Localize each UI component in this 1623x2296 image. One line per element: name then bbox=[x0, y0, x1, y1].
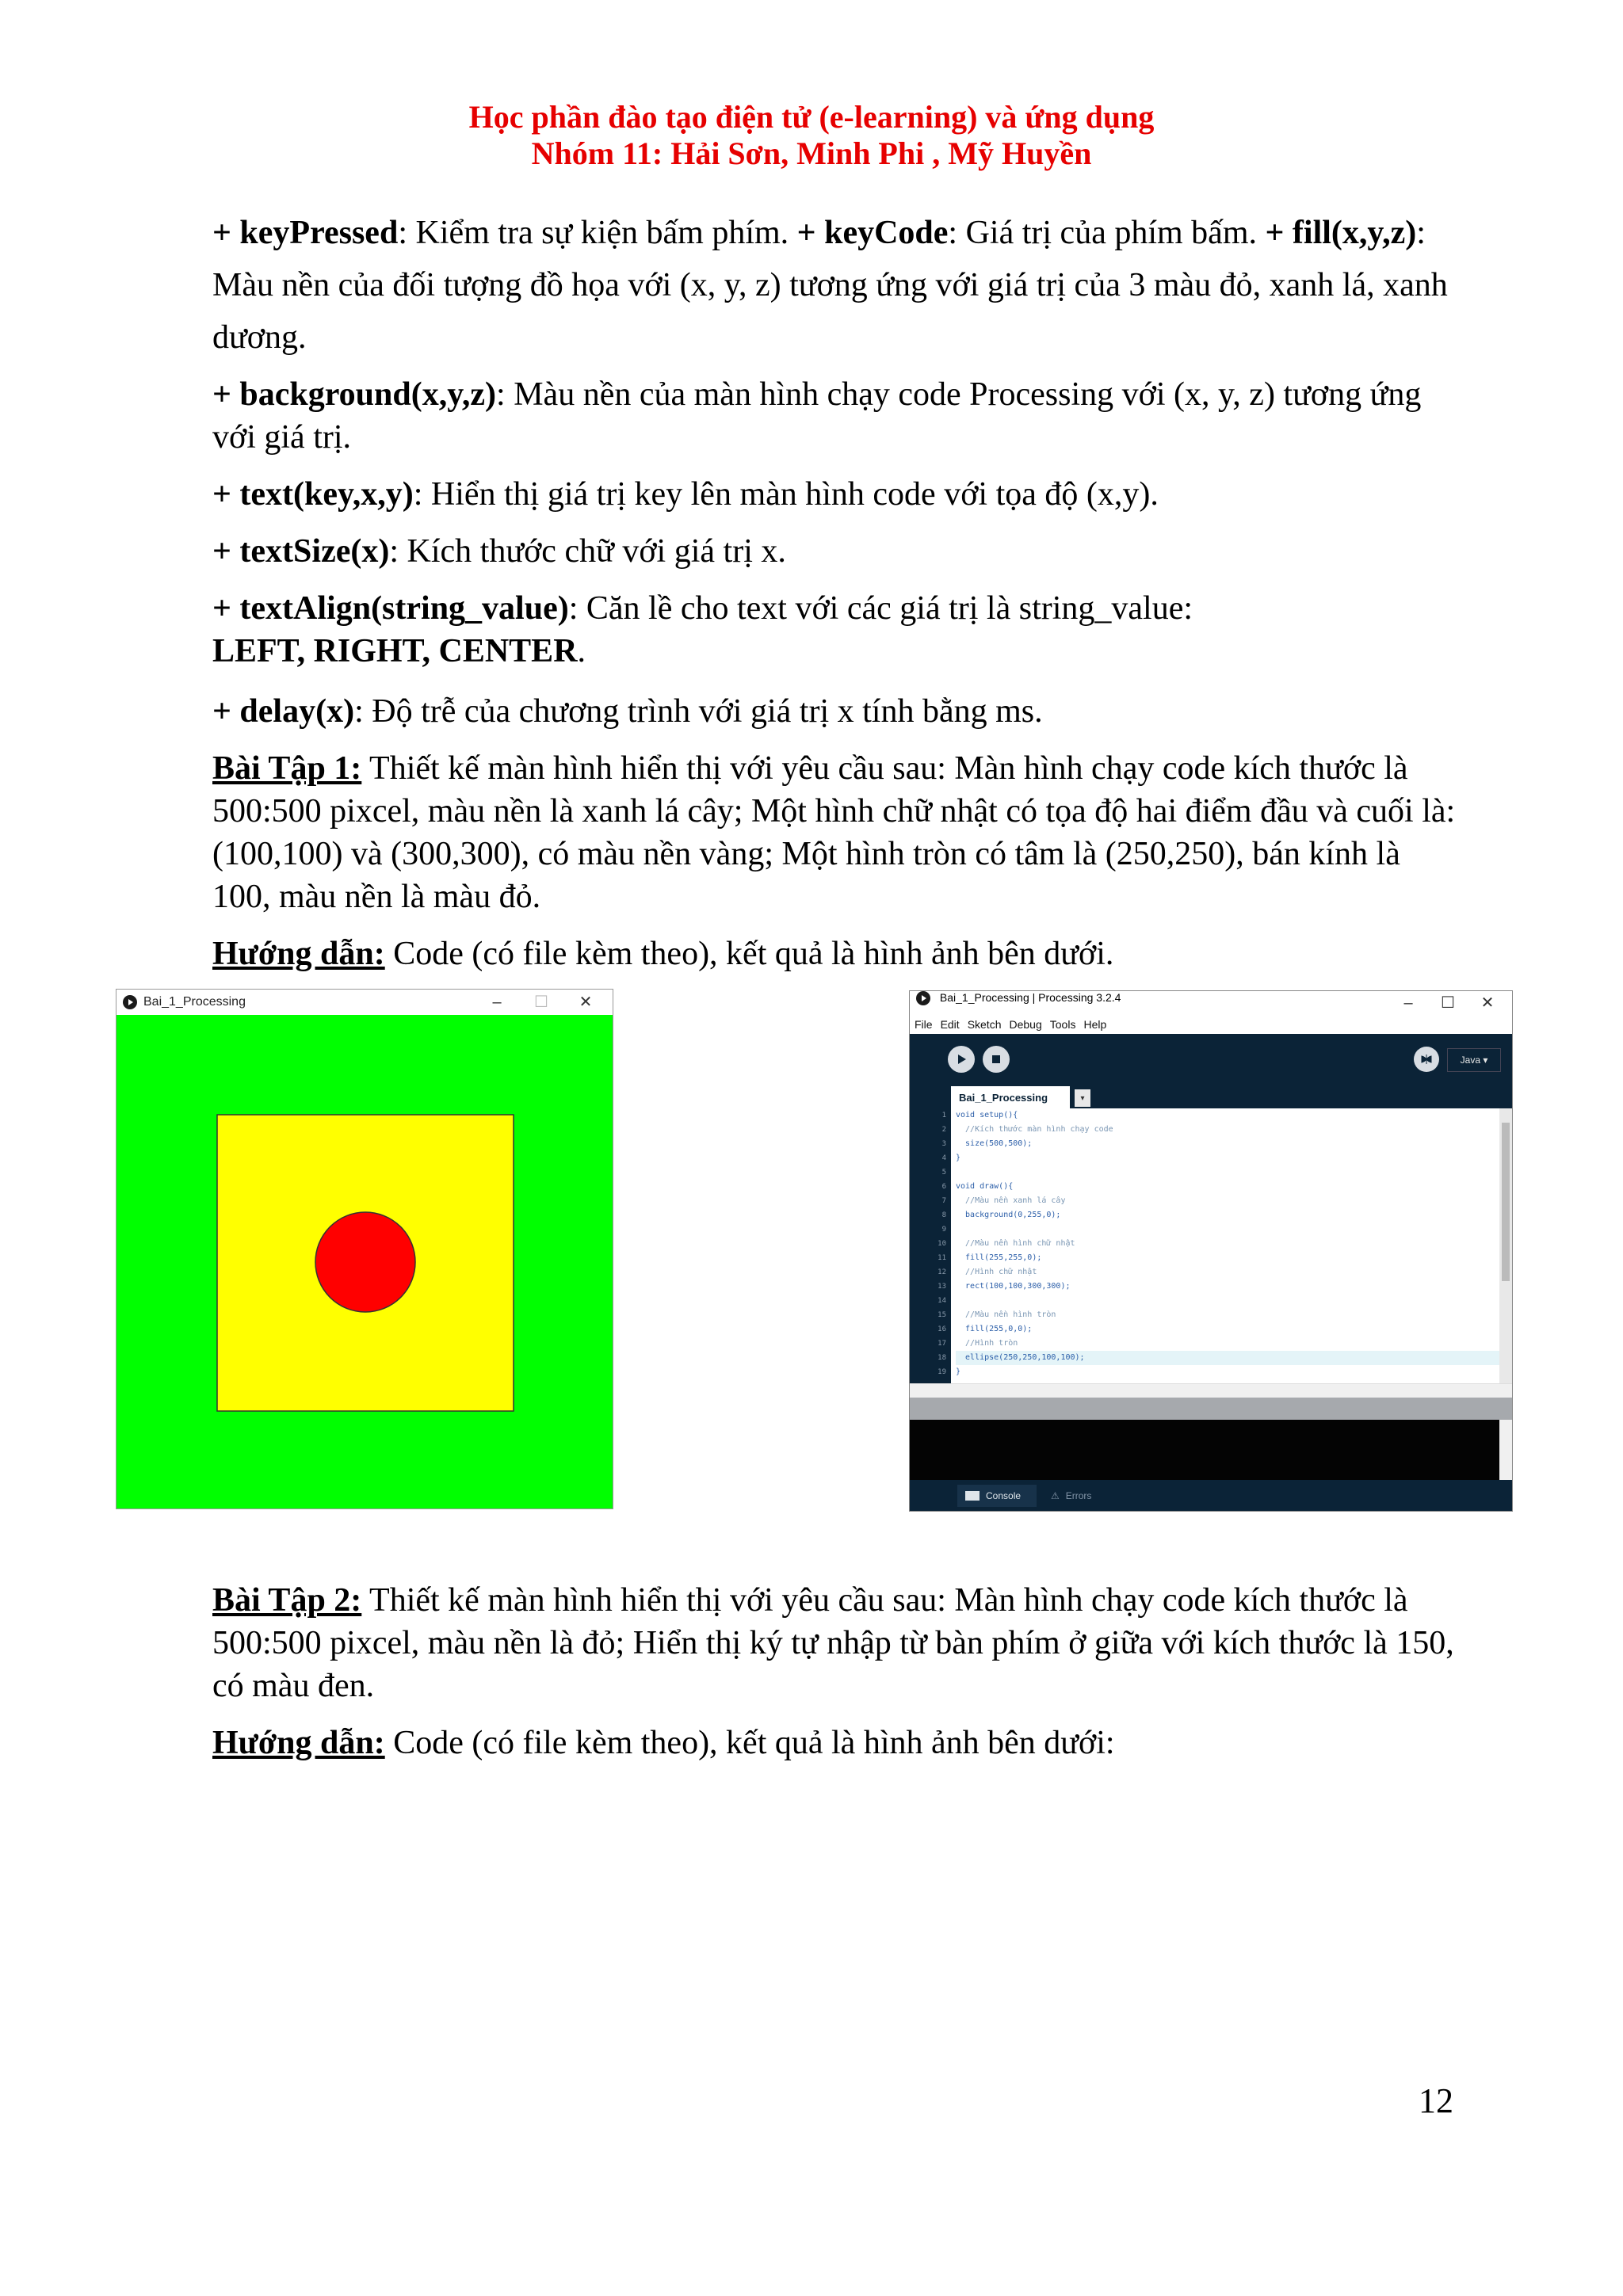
ide-menu-bar bbox=[910, 1015, 1512, 1034]
textalign-values-line bbox=[212, 629, 1544, 673]
paragraph-background bbox=[212, 372, 1544, 417]
menu-sketch[interactable]: Sketch bbox=[967, 1018, 1002, 1031]
line-number: 8 bbox=[941, 1211, 946, 1219]
console-scrollbar[interactable] bbox=[1499, 1420, 1512, 1480]
term-textsize: + textSize(x) bbox=[212, 533, 390, 570]
line-number: 17 bbox=[938, 1340, 946, 1348]
menu-edit[interactable]: Edit bbox=[940, 1018, 960, 1031]
menu-tools[interactable]: Tools bbox=[1049, 1018, 1076, 1031]
desc-keycode: : Giá trị của phím bấm. bbox=[948, 215, 1266, 251]
code-line[interactable]: background(0,255,0); bbox=[956, 1211, 1061, 1219]
ide-window-controls bbox=[1388, 991, 1507, 1015]
stop-icon bbox=[991, 1055, 1001, 1064]
term-text: + text(key,x,y) bbox=[212, 476, 414, 513]
stop-button[interactable] bbox=[983, 1046, 1010, 1073]
code-line[interactable]: void draw(){ bbox=[956, 1182, 1014, 1191]
scrollbar-thumb[interactable] bbox=[1502, 1123, 1510, 1281]
code-line[interactable]: //Hình tròn bbox=[956, 1339, 1018, 1348]
exercise-2-label: Bài Tập 2: bbox=[212, 1582, 362, 1619]
exercise-2-line-1 bbox=[212, 1578, 1544, 1623]
processing-app-icon bbox=[916, 991, 930, 1005]
code-line[interactable]: //Hình chữ nhật bbox=[956, 1268, 1037, 1276]
sketch-output-window bbox=[116, 989, 613, 1509]
exercise-2-line-2: 500:500 pixcel, màu nền là đỏ; Hiển thị ký tự nhập từ bàn phím ở giữa với kích thước là 150, bbox=[212, 1625, 1454, 1661]
desc-fill-1: : bbox=[1416, 215, 1426, 251]
code-line[interactable]: fill(255,255,0); bbox=[956, 1253, 1042, 1262]
guide-1-text: Code (có file kèm theo), kết quả là hình ảnh bên dưới. bbox=[384, 936, 1114, 972]
sketch-window-title: Bai_1_Processing bbox=[143, 995, 246, 1009]
line-number: 2 bbox=[941, 1126, 946, 1134]
guide-2 bbox=[212, 1721, 1544, 1765]
header-line-2: Nhóm 11: Hải Sơn, Minh Phi , Mỹ Huyền bbox=[531, 135, 1092, 171]
code-line[interactable]: } bbox=[956, 1367, 961, 1376]
line-number: 9 bbox=[941, 1226, 946, 1234]
paragraph-textsize bbox=[212, 529, 1544, 574]
code-line[interactable]: void setup(){ bbox=[956, 1111, 1018, 1119]
line-number: 7 bbox=[941, 1197, 946, 1205]
line-number: 19 bbox=[938, 1368, 946, 1376]
code-area[interactable] bbox=[956, 1108, 1503, 1379]
red-circle bbox=[315, 1212, 415, 1312]
code-line[interactable]: //Màu nền xanh lá cây bbox=[956, 1196, 1066, 1205]
line-number: 12 bbox=[938, 1268, 946, 1276]
term-keycode: + keyCode bbox=[796, 215, 949, 251]
term-delay: + delay(x) bbox=[212, 693, 355, 730]
paragraph-delay bbox=[212, 689, 1544, 734]
desc-textalign: : Căn lề cho text với các giá trị là string_value: bbox=[568, 590, 1193, 627]
desc-text: : Hiển thị giá trị key lên màn hình code với tọa độ (x,y). bbox=[413, 476, 1159, 513]
textalign-values: LEFT, RIGHT, CENTER bbox=[212, 633, 578, 669]
line-number: 15 bbox=[938, 1311, 946, 1319]
minimize-icon[interactable]: – bbox=[492, 994, 502, 1011]
line-number: 3 bbox=[941, 1140, 946, 1148]
sketch-title-bar bbox=[116, 990, 613, 1015]
exercise-1-line-2: 500:500 pixcel, màu nền là xanh lá cây; Một hình chữ nhật có tọa độ hai điểm đầu và cuối là: bbox=[212, 793, 1456, 830]
code-line[interactable]: //Kích thước màn hình chạy code bbox=[956, 1125, 1113, 1134]
line-number-gutter bbox=[910, 1108, 951, 1383]
ide-toolbar bbox=[910, 1034, 1512, 1083]
run-button[interactable] bbox=[948, 1046, 975, 1073]
line-number: 18 bbox=[938, 1354, 946, 1362]
maximize-icon[interactable]: ☐ bbox=[1441, 994, 1455, 1012]
desc-delay: : Độ trễ của chương trình với giá trị x tính bằng ms. bbox=[354, 693, 1043, 730]
desc-background-2: với giá trị. bbox=[212, 419, 352, 456]
code-line[interactable]: fill(255,0,0); bbox=[956, 1325, 1033, 1333]
line-number: 5 bbox=[941, 1169, 946, 1177]
code-editor[interactable] bbox=[910, 1108, 1512, 1383]
menu-file[interactable]: File bbox=[915, 1018, 933, 1031]
tab-bai-1-processing[interactable]: Bai_1_Processing bbox=[951, 1086, 1070, 1108]
guide-2-label: Hướng dẫn: bbox=[212, 1725, 385, 1761]
play-icon bbox=[956, 1054, 967, 1065]
errors-tab-label: Errors bbox=[1065, 1490, 1092, 1501]
line-number: 6 bbox=[941, 1183, 946, 1191]
code-line[interactable]: ellipse(250,250,100,100); bbox=[956, 1351, 1503, 1365]
line-number: 10 bbox=[938, 1240, 946, 1248]
header-line-1: Học phần đào tạo điện tử (e-learning) và ứng dụng bbox=[468, 99, 1155, 135]
menu-help[interactable]: Help bbox=[1083, 1018, 1107, 1031]
sketch-canvas bbox=[116, 1015, 613, 1508]
editor-vertical-scrollbar[interactable] bbox=[1499, 1108, 1512, 1383]
exercise-1-text-1: Thiết kế màn hình hiển thị với yêu cầu sau: Màn hình chạy code kích thước là bbox=[361, 750, 1408, 787]
ide-bottom-bar bbox=[910, 1480, 1512, 1511]
exercise-1-line-1 bbox=[212, 746, 1544, 791]
guide-1-label: Hướng dẫn: bbox=[212, 936, 385, 972]
processing-app-icon bbox=[123, 995, 137, 1009]
desc-keypressed: : Kiểm tra sự kiện bấm phím. bbox=[398, 215, 797, 251]
line-number: 1 bbox=[941, 1112, 946, 1119]
code-line[interactable] bbox=[956, 1294, 1503, 1308]
code-line[interactable]: //Màu nền hình tròn bbox=[956, 1310, 1056, 1319]
line-number: 11 bbox=[938, 1254, 946, 1262]
exercise-1-line-3: (100,100) và (300,300), có màu nền vàng; Một hình tròn có tâm là (250,250), bán kính là bbox=[212, 836, 1400, 872]
ide-window-title: Bai_1_Processing | Processing 3.2.4 bbox=[939, 991, 1121, 1004]
code-line[interactable]: size(500,500); bbox=[956, 1139, 1033, 1148]
desc-fill-3: dương. bbox=[212, 319, 307, 356]
code-line[interactable] bbox=[956, 1222, 1503, 1237]
term-background: + background(x,y,z) bbox=[212, 376, 497, 413]
paragraph-keypressed bbox=[212, 211, 1544, 255]
code-line[interactable]: //Màu nền hình chữ nhật bbox=[956, 1239, 1075, 1248]
exercise-2-line-3: có màu đen. bbox=[212, 1668, 375, 1704]
paragraph-textalign bbox=[212, 586, 1544, 631]
desc-textsize: : Kích thước chữ với giá trị x. bbox=[389, 533, 786, 570]
close-icon[interactable]: ✕ bbox=[579, 994, 593, 1011]
code-line[interactable] bbox=[956, 1165, 1503, 1180]
console-divider[interactable] bbox=[910, 1398, 1512, 1420]
code-line[interactable]: } bbox=[956, 1154, 961, 1162]
exercise-1-line-4: 100, màu nền là màu đỏ. bbox=[212, 879, 541, 915]
console-output bbox=[910, 1420, 1512, 1480]
butterfly-icon bbox=[1419, 1052, 1434, 1066]
guide-1 bbox=[212, 932, 1544, 976]
warning-icon: ⚠ bbox=[1051, 1490, 1060, 1501]
tab-menu-arrow-icon[interactable]: ▾ bbox=[1075, 1089, 1090, 1107]
desc-fill-2: Màu nền của đối tượng đồ họa với (x, y, z) tương ứng với giá trị của 3 màu đỏ, xanh lá, xanh bbox=[212, 267, 1448, 303]
guide-2-text: Code (có file kèm theo), kết quả là hình ảnh bên dưới: bbox=[384, 1725, 1115, 1761]
processing-ide-window bbox=[909, 990, 1513, 1512]
line-number: 4 bbox=[941, 1154, 946, 1162]
textalign-end: . bbox=[577, 633, 586, 669]
debugger-icon[interactable] bbox=[1414, 1047, 1439, 1072]
desc-background: : Màu nền của màn hình chạy code Processing với (x, y, z) tương ứng bbox=[496, 376, 1422, 413]
page-number: 12 bbox=[1419, 2081, 1453, 2120]
ide-title-bar bbox=[910, 991, 1512, 1015]
exercise-1-label: Bài Tập 1: bbox=[212, 750, 362, 787]
console-icon bbox=[965, 1491, 980, 1501]
paragraph-text bbox=[212, 472, 1544, 517]
minimize-icon[interactable]: – bbox=[1403, 994, 1413, 1012]
maximize-icon[interactable]: ☐ bbox=[534, 994, 548, 1011]
line-number: 16 bbox=[938, 1325, 946, 1333]
sketch-drawing bbox=[116, 1015, 613, 1508]
line-number: 14 bbox=[938, 1297, 946, 1305]
close-icon[interactable]: ✕ bbox=[1480, 994, 1495, 1012]
menu-debug[interactable]: Debug bbox=[1009, 1018, 1042, 1031]
line-number: 13 bbox=[938, 1283, 946, 1291]
errors-tab[interactable] bbox=[1043, 1485, 1114, 1507]
exercise-2-text-1: Thiết kế màn hình hiển thị với yêu cầu sau: Màn hình chạy code kích thước là bbox=[361, 1582, 1408, 1619]
editor-horizontal-scrollbar[interactable] bbox=[910, 1383, 1512, 1398]
code-line[interactable]: rect(100,100,300,300); bbox=[956, 1282, 1071, 1291]
term-keypressed: + keyPressed bbox=[212, 215, 399, 251]
console-tab[interactable] bbox=[957, 1485, 1037, 1507]
console-tab-label: Console bbox=[986, 1490, 1022, 1501]
window-controls bbox=[475, 990, 608, 1015]
mode-selector[interactable]: Java ▾ bbox=[1447, 1048, 1501, 1072]
term-textalign: + textAlign(string_value) bbox=[212, 590, 569, 627]
term-fill: + fill(x,y,z) bbox=[1265, 215, 1417, 251]
editor-tab-row bbox=[910, 1083, 1512, 1108]
